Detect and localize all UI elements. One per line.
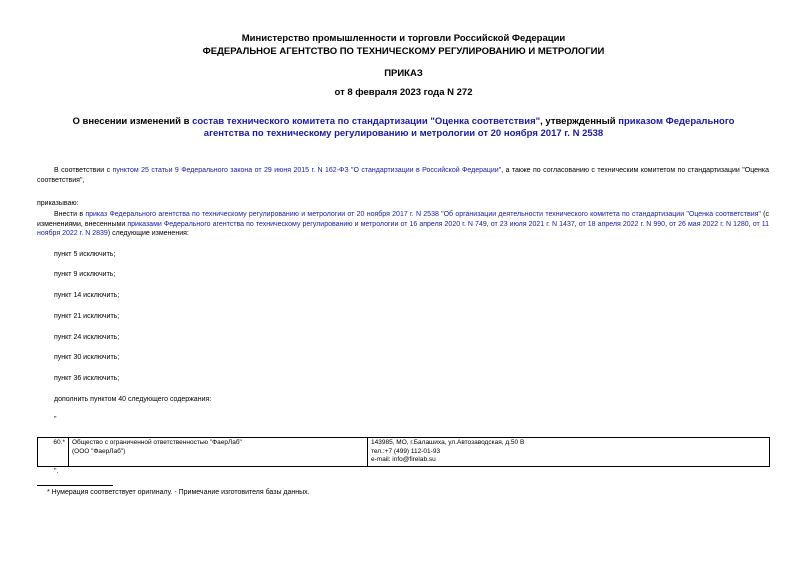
paragraph-order-word: приказываю: [37, 200, 79, 207]
table-row [38, 438, 770, 467]
para3-text-7: ) следующие изменения: [107, 230, 189, 237]
table-cell-organization [69, 438, 368, 467]
para3-link-order-1437[interactable]: от 23 июля 2021 г. N 1437 [490, 220, 575, 228]
title-text-2: , утвержденный [540, 116, 619, 127]
organization-address: 143985, МО, г.Балашиха, ул.Автозаводская, д.50 В [371, 439, 525, 446]
list-item: пункт 36 исключить; [54, 375, 120, 382]
organization-email: e-mail: info@firelab.su [371, 456, 436, 463]
para3-text-5: , [665, 220, 670, 228]
para3-text-4: , [574, 220, 579, 228]
title-link-order[interactable]: приказом Федерального агентства по техническому регулированию и метрологии от 20 ноября 2017 г. N 2538 [203, 116, 735, 139]
organization-short-name: (ООО "ФаерЛаб") [72, 447, 126, 455]
document-type: ПРИКАЗ [384, 68, 423, 79]
document-date-number: от 8 февраля 2023 года N 272 [334, 87, 473, 98]
footnote: * Нумерация соответствует оригиналу. - Примечание изготовителя базы данных. [47, 489, 310, 496]
ministry-name: Министерство промышленности и торговли Российской Федерации [241, 33, 566, 44]
table-cell-address [368, 438, 770, 467]
para1-text-1: В соответствии с [54, 167, 113, 174]
organization-name: Общество с ограниченной ответственностью "ФаерЛаб" [72, 439, 242, 446]
footnote-divider [37, 485, 113, 486]
para3-link-order-990[interactable]: от 18 апреля 2022 г. N 990 [578, 220, 666, 228]
list-item: дополнить пунктом 40 следующего содержания: [54, 396, 212, 403]
para3-link-order-749[interactable]: приказами Федерального агентства по техническому регулированию и метрологии от 16 апреля 2020 г. N 749 [127, 220, 487, 228]
para3-text-3: , [486, 220, 491, 228]
committee-member-table [37, 437, 770, 467]
list-item: пункт 5 исключить; [54, 251, 116, 258]
para3-text-2: (с изменениями, внесенными [37, 211, 769, 228]
closing-quote: ". [54, 468, 59, 475]
title-text-1: О внесении изменений в [72, 116, 193, 127]
document-title [60, 116, 747, 139]
para3-text-1: Внести в [54, 211, 86, 218]
list-item: пункт 14 исключить; [54, 292, 120, 299]
para3-link-order-2538[interactable]: приказ Федерального агентства по техническому регулированию и метрологии от 20 ноября 2017 г. N 2538 "Об организации деятельности технического комитета по стандартизации "Оценка соответствия" [85, 211, 761, 218]
paragraph-amendment [37, 210, 769, 239]
title-link-committee[interactable]: состав технического комитета по стандартизации "Оценка соответствия" [192, 116, 541, 127]
paragraph-basis [37, 166, 769, 185]
para3-text-6: , [748, 220, 753, 228]
list-item: " [54, 416, 57, 423]
para3-link-order-2839[interactable]: от 11 ноября 2022 г. N 2839 [37, 220, 769, 237]
list-item: пункт 21 исключить; [54, 313, 120, 320]
list-item: пункт 9 исключить; [54, 271, 116, 278]
table-cell-number: 60.* [38, 438, 69, 467]
list-item: пункт 30 исключить; [54, 354, 120, 361]
para3-link-order-1280[interactable]: от 26 мая 2022 г. N 1280 [669, 220, 749, 228]
agency-name: ФЕДЕРАЛЬНОЕ АГЕНТСТВО ПО ТЕХНИЧЕСКОМУ РЕГУЛИРОВАНИЮ И МЕТРОЛОГИИ [202, 46, 605, 57]
para1-text-2: , а также по согласованию с техническим комитетом по стандартизации "Оценка соответствия", [37, 167, 770, 184]
para1-link-law[interactable]: пунктом 25 статьи 9 Федерального закона от 29 июня 2015 г. N 162-ФЗ "О стандартизации в Российской Федерации" [112, 167, 502, 174]
list-item: пункт 24 исключить; [54, 334, 120, 341]
organization-phone: тел.:+7 (499) 112-01-93 [371, 447, 441, 455]
